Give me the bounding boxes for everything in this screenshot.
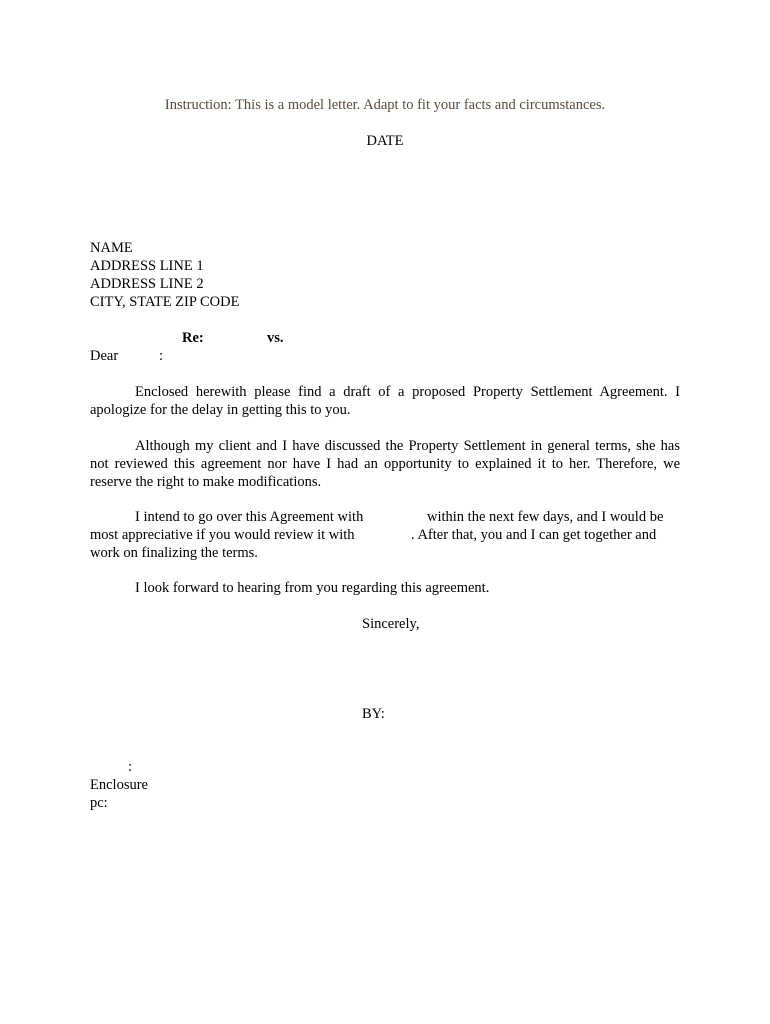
salutation-dear: Dear bbox=[90, 348, 119, 364]
enclosure-note: Enclosure bbox=[90, 777, 148, 793]
address-line-1: ADDRESS LINE 1 bbox=[90, 258, 204, 274]
letter-date: DATE bbox=[366, 133, 404, 149]
body-paragraph-3-line-1-left: I intend to go over this Agreement with bbox=[135, 509, 364, 525]
salutation-colon: : bbox=[159, 348, 164, 364]
re-label: Re: bbox=[182, 330, 204, 346]
instruction-note: Instruction: This is a model letter. Adapt to fit your facts and circumstances. bbox=[164, 97, 606, 113]
initials-colon: : bbox=[128, 759, 133, 775]
recipient-address-block bbox=[90, 239, 239, 311]
pc-note: pc: bbox=[90, 795, 108, 811]
body-paragraph-3-line-2-left: most appreciative if you would review it with bbox=[90, 527, 355, 543]
body-paragraph-3-line-3: work on finalizing the terms. bbox=[90, 545, 258, 561]
body-paragraph-3-line-2-right: . After that, you and I can get together and bbox=[411, 527, 657, 543]
body-paragraph-1-text: Enclosed herewith please find a draft of a proposed Property Settlement Agreement. I apologize for the delay in getting this to you. bbox=[90, 384, 680, 418]
city-state-zip: CITY, STATE ZIP CODE bbox=[90, 294, 240, 310]
address-line-2: ADDRESS LINE 2 bbox=[90, 276, 204, 292]
body-paragraph-2-text: Although my client and I have discussed the Property Settlement in general terms, she has not reviewed this agreement nor have I had an opportunity to explained it to her. Therefore, we reserve the right to make modifications. bbox=[90, 438, 680, 490]
body-paragraph-3-line-1-right: within the next few days, and I would be bbox=[427, 509, 664, 525]
recipient-name: NAME bbox=[90, 240, 133, 256]
body-paragraph-1 bbox=[90, 383, 680, 419]
signature-by: BY: bbox=[362, 706, 385, 722]
body-paragraph-2 bbox=[90, 437, 680, 491]
closing-sincerely: Sincerely, bbox=[362, 616, 420, 632]
body-paragraph-4 bbox=[90, 579, 680, 597]
vs-label: vs. bbox=[267, 330, 284, 346]
body-paragraph-4-text: I look forward to hearing from you regarding this agreement. bbox=[135, 580, 490, 596]
